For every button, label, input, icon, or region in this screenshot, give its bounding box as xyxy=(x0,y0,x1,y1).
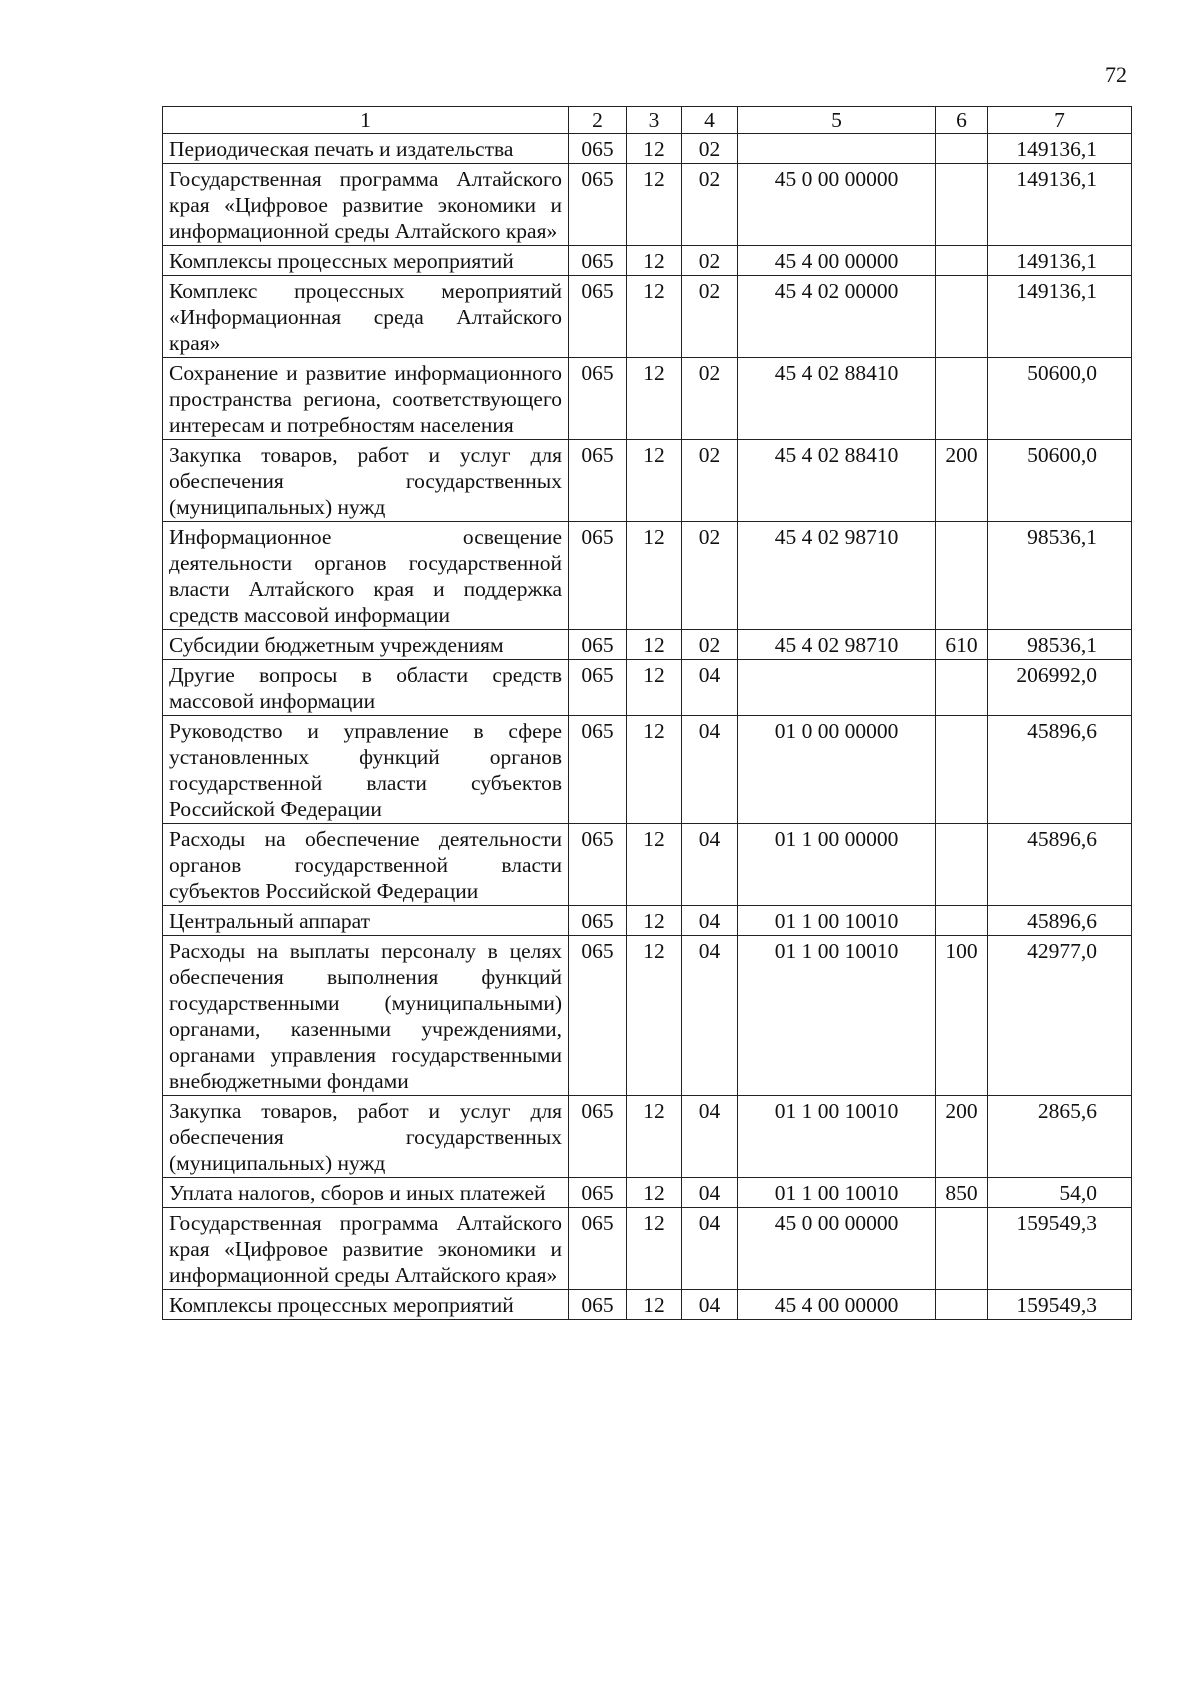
expense-type-cell: 200 xyxy=(936,1096,988,1178)
admin-code-cell: 065 xyxy=(569,134,627,164)
expense-type-cell xyxy=(936,276,988,358)
subsection-code-cell: 04 xyxy=(682,936,738,1096)
target-code-cell: 45 4 02 88410 xyxy=(738,440,936,522)
subsection-code-cell: 04 xyxy=(682,1096,738,1178)
admin-code-cell: 065 xyxy=(569,358,627,440)
table-row xyxy=(163,164,1132,246)
section-code-cell: 12 xyxy=(627,824,682,906)
table-row xyxy=(163,1178,1132,1208)
amount-cell: 45896,6 xyxy=(988,824,1132,906)
admin-code-cell: 065 xyxy=(569,1290,627,1320)
table-row xyxy=(163,936,1132,1096)
subsection-code-cell: 02 xyxy=(682,246,738,276)
target-code-cell: 01 1 00 10010 xyxy=(738,1178,936,1208)
admin-code-cell: 065 xyxy=(569,1096,627,1178)
subsection-code-cell: 04 xyxy=(682,1178,738,1208)
expense-type-cell xyxy=(936,1290,988,1320)
target-code-cell: 01 1 00 10010 xyxy=(738,906,936,936)
row-name-cell: Информационное освещение деятельности органов государственной власти Алтайского края и поддержка средств массовой информации xyxy=(163,522,569,630)
table-row xyxy=(163,276,1132,358)
subsection-code-cell: 02 xyxy=(682,440,738,522)
row-name-cell: Комплексы процессных мероприятий xyxy=(163,1290,569,1320)
table-row xyxy=(163,246,1132,276)
row-name-cell: Руководство и управление в сфере установленных функций органов государственной власти субъектов Российской Федерации xyxy=(163,716,569,824)
table-row xyxy=(163,716,1132,824)
section-code-cell: 12 xyxy=(627,164,682,246)
subsection-code-cell: 02 xyxy=(682,164,738,246)
subsection-code-cell: 02 xyxy=(682,276,738,358)
column-header: 1 xyxy=(163,107,569,134)
row-name-cell: Другие вопросы в области средств массовой информации xyxy=(163,660,569,716)
expense-type-cell xyxy=(936,164,988,246)
expense-type-cell: 850 xyxy=(936,1178,988,1208)
target-code-cell: 45 0 00 00000 xyxy=(738,1208,936,1290)
row-name-cell: Государственная программа Алтайского края «Цифровое развитие экономики и информационной среды Алтайского края» xyxy=(163,1208,569,1290)
admin-code-cell: 065 xyxy=(569,906,627,936)
admin-code-cell: 065 xyxy=(569,522,627,630)
target-code-cell: 01 0 00 00000 xyxy=(738,716,936,824)
table-row xyxy=(163,824,1132,906)
section-code-cell: 12 xyxy=(627,522,682,630)
expense-type-cell xyxy=(936,522,988,630)
row-name-cell: Расходы на выплаты персоналу в целях обеспечения выполнения функций государственными (муниципальными) органами, казенными учреждениями, органами управления государственными внебюджетными фондами xyxy=(163,936,569,1096)
subsection-code-cell: 04 xyxy=(682,716,738,824)
section-code-cell: 12 xyxy=(627,716,682,824)
expense-type-cell: 200 xyxy=(936,440,988,522)
expense-type-cell: 100 xyxy=(936,936,988,1096)
table-row xyxy=(163,906,1132,936)
expense-type-cell xyxy=(936,1208,988,1290)
admin-code-cell: 065 xyxy=(569,164,627,246)
column-header: 3 xyxy=(627,107,682,134)
section-code-cell: 12 xyxy=(627,1178,682,1208)
target-code-cell: 01 1 00 10010 xyxy=(738,1096,936,1178)
page-number: 72 xyxy=(1105,62,1127,87)
header-row xyxy=(163,107,1132,134)
admin-code-cell: 065 xyxy=(569,716,627,824)
table-row xyxy=(163,522,1132,630)
target-code-cell: 45 4 02 88410 xyxy=(738,358,936,440)
amount-cell: 2865,6 xyxy=(988,1096,1132,1178)
section-code-cell: 12 xyxy=(627,276,682,358)
row-name-cell: Сохранение и развитие информационного пространства региона, соответствующего интересам и потребностям населения xyxy=(163,358,569,440)
section-code-cell: 12 xyxy=(627,1096,682,1178)
target-code-cell: 45 4 02 00000 xyxy=(738,276,936,358)
budget-table xyxy=(162,106,1132,1320)
section-code-cell: 12 xyxy=(627,906,682,936)
row-name-cell: Закупка товаров, работ и услуг для обеспечения государственных (муниципальных) нужд xyxy=(163,1096,569,1178)
table-header xyxy=(163,107,1132,134)
target-code-cell: 45 4 00 00000 xyxy=(738,246,936,276)
section-code-cell: 12 xyxy=(627,134,682,164)
table-row xyxy=(163,1290,1132,1320)
subsection-code-cell: 02 xyxy=(682,630,738,660)
table-row xyxy=(163,358,1132,440)
target-code-cell: 45 4 00 00000 xyxy=(738,1290,936,1320)
amount-cell: 159549,3 xyxy=(988,1290,1132,1320)
section-code-cell: 12 xyxy=(627,440,682,522)
row-name-cell: Государственная программа Алтайского края «Цифровое развитие экономики и информационной среды Алтайского края» xyxy=(163,164,569,246)
row-name-cell: Субсидии бюджетным учреждениям xyxy=(163,630,569,660)
expense-type-cell: 610 xyxy=(936,630,988,660)
column-header: 6 xyxy=(936,107,988,134)
amount-cell: 50600,0 xyxy=(988,358,1132,440)
target-code-cell xyxy=(738,134,936,164)
row-name-cell: Комплекс процессных мероприятий «Информационная среда Алтайского края» xyxy=(163,276,569,358)
section-code-cell: 12 xyxy=(627,1290,682,1320)
column-header: 7 xyxy=(988,107,1132,134)
row-name-cell: Закупка товаров, работ и услуг для обеспечения государственных (муниципальных) нужд xyxy=(163,440,569,522)
amount-cell: 98536,1 xyxy=(988,522,1132,630)
subsection-code-cell: 04 xyxy=(682,660,738,716)
amount-cell: 45896,6 xyxy=(988,716,1132,824)
amount-cell: 149136,1 xyxy=(988,134,1132,164)
subsection-code-cell: 04 xyxy=(682,1208,738,1290)
target-code-cell: 01 1 00 10010 xyxy=(738,936,936,1096)
row-name-cell: Уплата налогов, сборов и иных платежей xyxy=(163,1178,569,1208)
expense-type-cell xyxy=(936,660,988,716)
amount-cell: 50600,0 xyxy=(988,440,1132,522)
amount-cell: 45896,6 xyxy=(988,906,1132,936)
admin-code-cell: 065 xyxy=(569,276,627,358)
subsection-code-cell: 04 xyxy=(682,1290,738,1320)
section-code-cell: 12 xyxy=(627,936,682,1096)
target-code-cell: 45 4 02 98710 xyxy=(738,630,936,660)
table-row xyxy=(163,660,1132,716)
admin-code-cell: 065 xyxy=(569,660,627,716)
target-code-cell: 45 0 00 00000 xyxy=(738,164,936,246)
target-code-cell xyxy=(738,660,936,716)
amount-cell: 149136,1 xyxy=(988,164,1132,246)
section-code-cell: 12 xyxy=(627,660,682,716)
section-code-cell: 12 xyxy=(627,246,682,276)
admin-code-cell: 065 xyxy=(569,1208,627,1290)
section-code-cell: 12 xyxy=(627,630,682,660)
subsection-code-cell: 02 xyxy=(682,358,738,440)
expense-type-cell xyxy=(936,358,988,440)
expense-type-cell xyxy=(936,906,988,936)
expense-type-cell xyxy=(936,824,988,906)
subsection-code-cell: 02 xyxy=(682,522,738,630)
target-code-cell: 01 1 00 00000 xyxy=(738,824,936,906)
table-row xyxy=(163,134,1132,164)
subsection-code-cell: 04 xyxy=(682,824,738,906)
column-header: 2 xyxy=(569,107,627,134)
admin-code-cell: 065 xyxy=(569,1178,627,1208)
row-name-cell: Комплексы процессных мероприятий xyxy=(163,246,569,276)
admin-code-cell: 065 xyxy=(569,440,627,522)
table-body xyxy=(163,134,1132,1320)
expense-type-cell xyxy=(936,716,988,824)
amount-cell: 42977,0 xyxy=(988,936,1132,1096)
admin-code-cell: 065 xyxy=(569,936,627,1096)
table-row xyxy=(163,1096,1132,1178)
amount-cell: 149136,1 xyxy=(988,246,1132,276)
section-code-cell: 12 xyxy=(627,1208,682,1290)
amount-cell: 206992,0 xyxy=(988,660,1132,716)
amount-cell: 159549,3 xyxy=(988,1208,1132,1290)
column-header: 5 xyxy=(738,107,936,134)
admin-code-cell: 065 xyxy=(569,246,627,276)
expense-type-cell xyxy=(936,134,988,164)
section-code-cell: 12 xyxy=(627,358,682,440)
row-name-cell: Периодическая печать и издательства xyxy=(163,134,569,164)
amount-cell: 149136,1 xyxy=(988,276,1132,358)
admin-code-cell: 065 xyxy=(569,824,627,906)
table-row xyxy=(163,440,1132,522)
amount-cell: 98536,1 xyxy=(988,630,1132,660)
row-name-cell: Расходы на обеспечение деятельности органов государственной власти субъектов Российской Федерации xyxy=(163,824,569,906)
expense-type-cell xyxy=(936,246,988,276)
column-header: 4 xyxy=(682,107,738,134)
row-name-cell: Центральный аппарат xyxy=(163,906,569,936)
target-code-cell: 45 4 02 98710 xyxy=(738,522,936,630)
subsection-code-cell: 02 xyxy=(682,134,738,164)
admin-code-cell: 065 xyxy=(569,630,627,660)
table-row xyxy=(163,630,1132,660)
subsection-code-cell: 04 xyxy=(682,906,738,936)
amount-cell: 54,0 xyxy=(988,1178,1132,1208)
table-row xyxy=(163,1208,1132,1290)
